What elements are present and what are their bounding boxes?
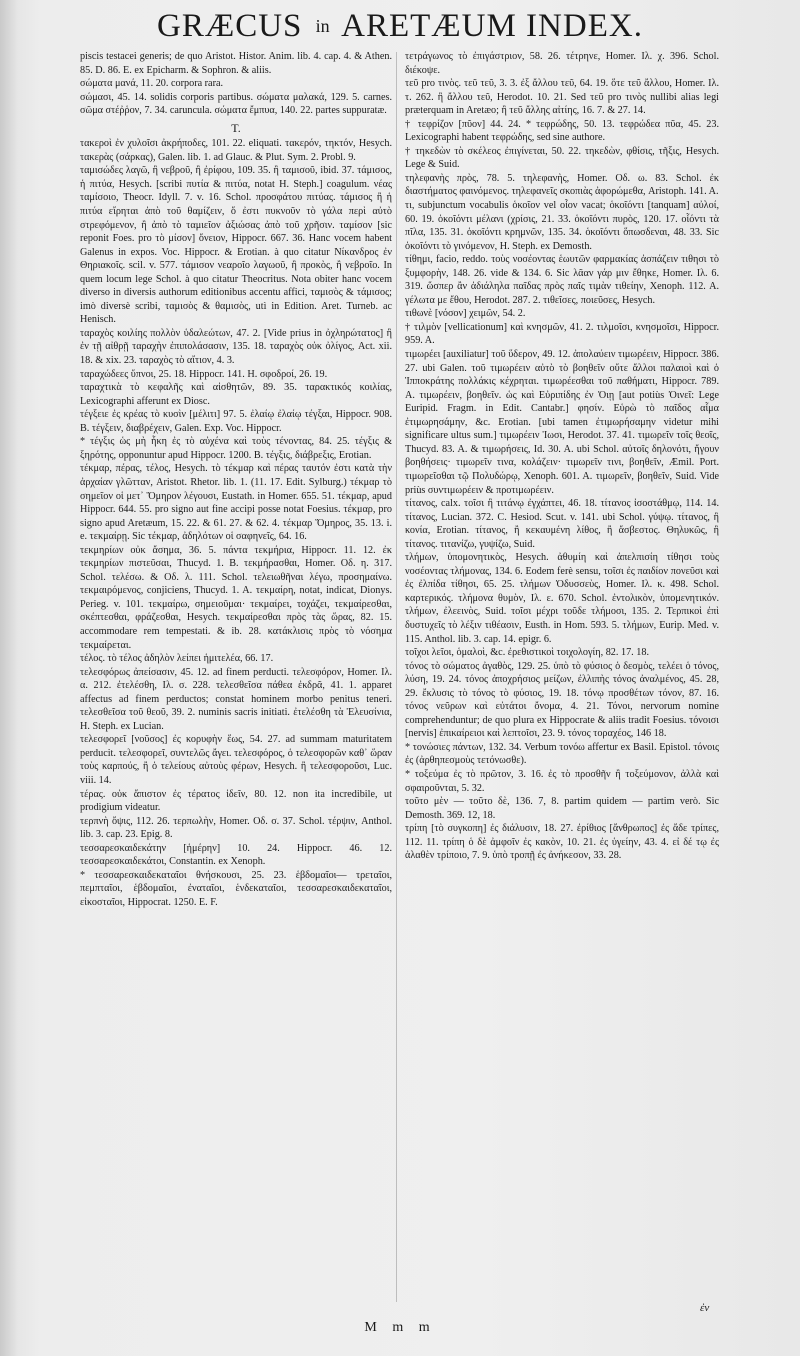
catchword: ἐν <box>700 1302 710 1314</box>
index-entry: τελεσφορεῖ [νοῦσος] ἐς κορυφὴν ἕως, 54. 27. ad summam maturitatem perducit. τελεσφορεῖ, συντελῶς ἄγει. τελεσφόρος, ὁ τελεσφορῶν καθ᾽ ὥραν τοὺς καρπούς, ἢ ὁ τελείους αὐτοὺς φέρων, Hesych. ἢ τελεσφοροῦσι, Luc. viii. 14. <box>80 734 392 786</box>
index-entry: σώμασι, 45. 14. solidis corporis partibus. σώματα μαλακά, 129. 5. carnes. σῶμα στέῤῥον, 7. 34. caruncula. σώματα ἔμπυα, 140. 22. partes suppuratæ. <box>80 91 392 117</box>
index-entry: τακερoὶ ἐν χυλοῖσι ἀκρήποδες, 101. 22. eliquati. τακερόν, τηκτόν, Hesych. τακερὰς (σάρκας), Galen. lib. 1. ad Glauc. & Plut. Sym. 2. Probl. 9. <box>80 138 392 163</box>
left-column <box>80 50 392 1308</box>
index-entry: † τηκεδὼν τὸ σκέλεος ἐπιγίνεται, 50. 22. τηκεδὼν, φθίσις, τῆξις, Hesych. Lege & Suid. <box>405 145 719 171</box>
index-entry: τρίπη [τὸ συγκοπη] ἐς διάλυσιν, 18. 27. ἐρίθιος [ἄνθρωπος] ἐς ἄδε τρίπες, 112. 11. τρίπη ὁ δὲ ἀμφοῖν ἐς κακὸν, 10. 21. ἐς ὑγείην, 43. 4. εἰ δέ τῳ ἐς ἀλαθὲν τρίποιο, 7. 9. ὑπὸ τροπῇ ἐς ἀνήκεσον, 33. 28. <box>405 823 719 862</box>
index-entry: τοῖχοι λεῖοι, ὁμαλοὶ, &c. ἐρεθιστικοὶ τοιχολογίη, 82. 17. 18. <box>405 647 649 659</box>
index-entry: ταραχώδεες ὕπνοι, 25. 18. Hippocr. 141. H. σφοδροί, 26. 19. <box>80 368 328 380</box>
header-title-in: in <box>315 16 330 36</box>
index-entry: τίτανος, calx. τοῖσι ἢ τιτάνῳ ἐγχάπτει, 46. 18. τίτανος ἰσοστάθμῳ, 114. 14. τίτανος, Lucian. 372. C. Hesiod. Scut. v. 141. ubi Schol. γύψῳ. τίτανος, ἢ κονία, Erotian. τίτανος, ἢ κεκαυμένη λίθος, ἢ ἄσβεστος. Θηλυκῶς, ἢ τίτανος. τιτανίζω, γυψίζω, Suid. <box>405 498 719 550</box>
index-entry: ταραχὸς κοιλίης πολλὸν ὑδαλεώτων, 47. 2. [Vide prius in ὀχληρώτατος] ἢ ἐν τῇ αἰθρῇ ταραχὴν ἐπιπολάσασιν, 135. 18. ταραχὸς οὐκ ὀλίγος, Act. xii. 18. & xix. 23. ταραχὸς τὸ αἴτιον, 4. 3. <box>80 327 392 367</box>
index-entry: τέλος. τὸ τέλος ἀδηλὸν λείπει ἡμιτελέα, 66. 17. <box>80 653 274 665</box>
index-entry: ταμισώδες λαγῶ, ἢ νεβροῦ, ἢ ἐρίφου, 109. 35. ἢ ταμισοῦ, ibid. 37. τάμισος, ἡ πιτύα, Hesych. [scribi πυτία & πιτύα, notat H. Steph.] coagulum. νέας ταμίσοιο, Theocr. Idyll. 7. v. 16. Schol. προσφάτου πιτύας. τάμισος ἢ ἡ πιτύα εἴρηται ἀπὸ τοῦ θαμίζειν, ὅ ἐστι πυκνοῦν τὸ γάλα περὶ αὐτὸ στρεφόμενον, ἢ ἀπὸ τὸ ταμιεῖον ἀξιώσας ἀπὸ τοῦ χρῆσιν. ταμίσον [sic reponit Foes. pro τὸ μίσον] ὄνειον, Hippocr. 667. 36. Hanc vocem habent Galenus in expos. Voc. Hippocr. & Erotian. à quo citatur Νίκανδρος ἐν Θηριακοῖς. scil. v. 577. τάμισον νεαροῖο λαγωοῦ, ἢ προκὸς, ἢ νεβροῖο. In quem locum lege Schol. à quo citatur Theocritus. Nota obiter hanc vocem diverso in diversis authorum editionibus accentu affici, ταμισὸς & τάμισος; imò diversè scribi, ταμισὸς & θαμισὸς, utì in Edition. Aret. Turneb. ac Henisch. <box>80 165 392 326</box>
index-entry: τέγξειε ἐς κρέας τὸ κυσὶν [μέλιτι] 97. 5. ἐλαίῳ ἐλαίῳ τέγξαι, Hippocr. 908. B. τέγξειν, διαβρέχειν, Galen. Exp. Voc. Hippocr. <box>80 409 392 434</box>
index-entry: τοῦτο μὲν — τοῦτο δὲ, 136. 7, 8. partim quidem — partim verò. Sic Demosth. 369. 12, 18. <box>405 796 719 821</box>
header-title-right: ARETÆUM INDEX. <box>341 8 643 44</box>
index-entry: τόνος τὸ σώματος ἀγαθὸς, 129. 25. ὑπὸ τὸ φύσιος ὁ δεσμὸς, τελέει ὁ τόνος, λύση, 19. 24. τόνος ἀποχρήσιος μείζων, ἐλλιπὴς τόνος ἀναλμένος, 45. 28, 29. ἔκλυσις τὸ τόνος τὸ φύσιος, 19. 18. τόνῳ προσθέτων τόνον, 87. 16. τόνος νεῦρων καὶ εὐτάτοι ὄνομα, 4. 21. Τόνοι, nervorum nomine comprehenduntur; de quo plura ex Hippocrate & aliis tradit Foesius. τόνοισι [nervis] ἐπικαίρειοι καὶ λεπτοῖσι, 23. 9. τόνος τοραχέος, 146 18. <box>405 660 719 740</box>
index-entry: τελεσφόρως ἀπείσασιν, 45. 12. ad finem perducti. τελεσφόρον, Homer. Ιλ. α. 212. ἐτελέσθη, Ιλ. σ. 228. τελεσθεῖσα πάθεα ἐκδρᾶ, 41. 1. apparet affectus ad finem perductos; constat hominem morbo penitus teneri. τελεσθεῖσα τοῦ θεοῦ, 39. 2. numinis sacris initiati. ἐτελέσθη τὰ Ἐλευσίνια, H. Steph. ex Lucian. <box>80 666 392 732</box>
index-entry: τέρας. οὐκ ἄπιστον ἐς τέρατος ἰδεῖν, 80. 12. non ita incredibile, ut prodigium videatur. <box>80 788 392 814</box>
page-header <box>0 6 800 46</box>
index-entry: * τεσσαρεσκαιδεκαταῖοι θνήσκουσι, 25. 23. ἑβδομαῖοι— τρεταῖοι, πεμπταῖοι, ἑβδομαῖοι, ἐναταῖοι, ἑνδεκαταῖοι, τεσσαρεσκαιδεκαταῖοι, εἰκοσταῖοι, Hippocrat. 1250. E. F. <box>80 869 392 908</box>
signature-mark: M m m <box>364 1320 436 1335</box>
index-entry: τίθημι, facio, reddo. τοὺς νοσέοντας ἑωυτῶν φαρμακίας ἀσπάζειν τιθησι τὸ ξυμφορὴν, 148. 26. vide & 134. 6. Sic λᾶαν γάρ μιν ἔθηκε, Homer. Ιλ. 6. 319. ὥσπερ ἂν ἀδιάληλα παῖδας πρὸς παῖς τιμὰν τιθείην, Xenoph. 112. A. γέλωτα με ἔθου, Herodot. 287. 2. τιθεῖσες, ποιεῦσες, Hesych. <box>405 254 719 306</box>
index-entry: τεσσαρεσκαιδεκάτην [ἡμέρην] 10. 24. Hippocr. 46. 12. τεσσαρεσκαιδεκάτοι, Constantin. ex Xenoph. <box>80 842 392 868</box>
index-entry: τλήμων, ὑπομονητικὸς, Hesych. ἀθυμίη καὶ ἀπελπισίη τίθησι τοὺς νοσέοντας τλήμονας, 134. 6. Eodem ferè sensu, τοῖσι ἐς παιδίον πονεῦσι καὶ ἐς ἐλπίδα τίθησι, 65. 25. τλήμων Ὀδυσσεὺς, Homer. Ιλ. κ. 498. Schol. καρτερικός. τλήμονα θυμὸν, Ιλ. ε. 670. Schol. ἐντολικὸν, ὑπομενητικόν. τλήμων, ἐλεεινὸς, Suid. τοῖσι μέχρι τοῦδε τλήμοσι, 135. 2. Τερπικοὶ ἐπὶ δυστυχεῖς τὸ λέξιν τιθέασιν, Eusth. in Hom. 593. 5. τλήμων, Eurip. Med. v. 115. Anthol. lib. 3. cap. 14. epigr. 6. <box>405 552 719 645</box>
index-entry: * τονώσιες πάντων, 132. 34. Verbum τονόω affertur ex Basil. Epistol. τόνοις ἐς (ἀρθηπεσμοὺς τετόνωσθε). <box>405 741 719 767</box>
index-entry: τεκμηρίων οὐκ ἄσημα, 36. 5. πάντα τεκμήρια, Hippocr. 11. 12. ἐκ τεκμηρίων πιστεῦσαι, Thucyd. 1. B. τεκμήρασθαι, Homer. Οδ. η. 317. Schol. τελέσω. & Οδ. λ. 111. Schol. τελειωθῆναι λέγω, προσημαίνω. τεκμαιρόμενος, conjiciens, Thucyd. 1. A. τεκμαίρη, notat, indicat, Dionys. Perieg. v. 101. τεκμαίρω, σημειοῦμαι· τεκμαίρει, τοχάζει, τεκμαίρεσθαι, σκέπτεσθαι, φράζεσθαι, Hesych. τεκμαίρεσθαι πρὸς τὰς ὥρας, 82. 15. accommodare rem tempestati. & ib. 28. κατάκλισις πρὸς τὸ νόσημα τεκμαίρεται. <box>80 544 392 651</box>
index-entry: * τέγξις ὡς μὴ ἦκη ἐς τὸ αὐχένα καὶ τοὺς τένοντας, 84. 25. τέγξις & ξηρότης, opponuntur apud Hippocr. 1200. B. τέγξις, διάβρεξις, Erotian. <box>80 436 392 461</box>
index-entry: τιθωνὲ [νόσον] χειμῶν, 54. 2. <box>405 308 526 320</box>
index-entry: † τεφρίζον [πῦον] 44. 24. * τεφρώδης, 50. 13. τεφρώδεα πῦα, 45. 23. Lexicographi habent τεφρώδης, sed sine authore. <box>405 118 719 144</box>
index-entry: τέκμαρ, πέρας, τέλος, Hesych. τὸ τέκμαρ καὶ πέρας ταυτόν ἐστι κατὰ τὴν ἀρχαίαν γλῶτταν, Aristot. Rhetor. lib. 1. (11. 17. Edit. Sylburg.) τέκμαρ τὸ σημεῖον οἱ μετ᾽ Ὅμηρον λέγουσι, Eustath. in Homer. 655. 51. τέκμαρ, apud Hippocr. 644. 55. pro signo aut fine accipi posse notat Foesius. τέκμαρ, pro signo apud Aretæum, 15. 22. & 61. 27. & 62. 4. τέκμαρ Ὅμηρος, 35. 13. i. e. τεκμαίρῃ. Sic τέκμαρ, ἀδηλότων οἱ σαφηνεῖς, 64. 16. <box>80 463 392 543</box>
index-entry: τερπνὴ ὄψις, 112. 26. τερπωλὴν, Homer. Οδ. σ. 37. Schol. τέρψιν, Anthol. lib. 3. cap. 23. Epig. 8. <box>80 815 392 841</box>
index-entry: τηλεφανὴς πρὸς, 78. 5. τηλεφανὴς, Homer. Οδ. ω. 83. Schol. ἐκ διαστήματος φαινόμενος. τηλεφανεῖς σκοπιὰς ἀφορώμεθα, Aristoph. 141. A. <box>405 172 719 198</box>
index-entry: τετράγωνος τὸ ἐπιγάστριον, 58. 26. τέτρηνε, Homer. Ιλ. χ. 396. Schol. διέκοψε. <box>405 51 719 76</box>
index-entry: τιμωρέει [auxiliatur] τοῦ ὕδερον, 49. 12. ἀπολαύειν τιμωρέειν, Hippocr. 386. 27. ubi Galen. τοῦ τιμωρέειν αὐτὸ τὸ βοηθεῖν οὔτε ἄλλοι παλαιοὶ καὶ ὁ Ἱπποκράτης πολλάκις κέχρηται. τιμωρέεσθαι τοῦ παθήματι, Hippocr. 789. A. τιμωρέειν, βοηθεῖν. ὡς καὶ Εὐριπίδης ἐν Ὀιῃ [aut potiùs Ὀινεῖ: Lege Euripid. Fragm. in Edit. Cantabr.] φησίν. Εὑρὼ τὸ παῖδος αἷμα ἐτιμωρησάμην, &c. Erotian. [ubi tamen ἐτιμωρήσαμην videtur mihi significare ultus sum.] τιμωρέειν Ἰωσι, Herodot. 37. 41. τιμωρεῖν τοῖς θεοῖς, Thucyd. 83. A. & τιμωρήσεις, Id. 30. A. ubi Schol. αὐτοῖς δηλονότι, ἤγουν βοηθήσεις· τιμωρεῖν τινα, κολάζειν· τιμωρεῖν τινι, βοηθεῖν, Æmil. Port. τιμωρεῖσθαι τῷ Πολυδώρῳ, Xenoph. 601. A. τιμωρεῖν, βοηθεῖν, Suid. Vide priùs συντιμωρέειν & προτιμωρέειν. <box>405 349 719 496</box>
index-entry: * τοξεύμα ἐς τὸ πρῶτον, 3. 16. ἐς τὸ προσθῆν ἢ τοξεύμονον, ἀλλὰ καὶ σφαιροῦνται, 5. 32. <box>405 768 719 794</box>
right-column <box>405 50 719 1308</box>
index-entry: σώματα μανά, 11. 20. corpora rara. <box>80 78 224 90</box>
section-letter-heading: T. <box>231 120 241 135</box>
index-entry: τι, subjunctum vocabulis ὁκοῖον vel οἷον vacat; ὁκοῖόντι [tanquam] αὐλοί, 60. 19. ὁκοῖόντι μέλανι (χρίσις, 21. 33. ὁκοῖόντι πυρὸς, 120. 17. οἷόντι τὰ πῖλα, 135. 31. ὁκοῖόντι κρημνῶν, 135. 34. ὁκοῖόντι ὅπωσδεναι, 48. 33. Sic ὁκοῖόντι τὸ γινόμενον, H. Steph. ex Demosth. <box>405 200 719 252</box>
index-entry: τεῦ pro τινὸς. τεῦ τεῦ, 3. 3. ἐξ ἄλλου τεῦ, 64. 19. ὅτε τεῦ ἄλλου, Homer. Ιλ. τ. 262. ἢ ἄλλου τεῦ, Herodot. 10. 21. Sed τεῦ pro τινὸς nullibi alias legi præterquam in Aretæo; ἢ τεῦ ἄλλης αἰτίης, 16. 7. & 27. 14. <box>405 78 719 117</box>
header-title-left: GRÆCUS <box>157 8 303 44</box>
index-entry: ταραχτικὰ τὸ κεφαλῆς καὶ αἰσθητῶν, 89. 35. ταρακτικός κοιλίας, Lexicographi afferunt ex Diosc. <box>80 382 392 407</box>
index-entry: † τιλμὸν [vellicationum] καὶ κνησμῶν, 41. 2. τιλμοῖσι, κνησμοῖσι, Hippocr. 959. A. <box>405 321 719 347</box>
index-entry: piscis testacei generis; de quo Aristot. Histor. Anim. lib. 4. cap. 4. & Athen. 85. D. 86. E. ex Epicharm. & Sophron. & aliis. <box>80 51 392 76</box>
column-divider <box>396 52 397 1302</box>
